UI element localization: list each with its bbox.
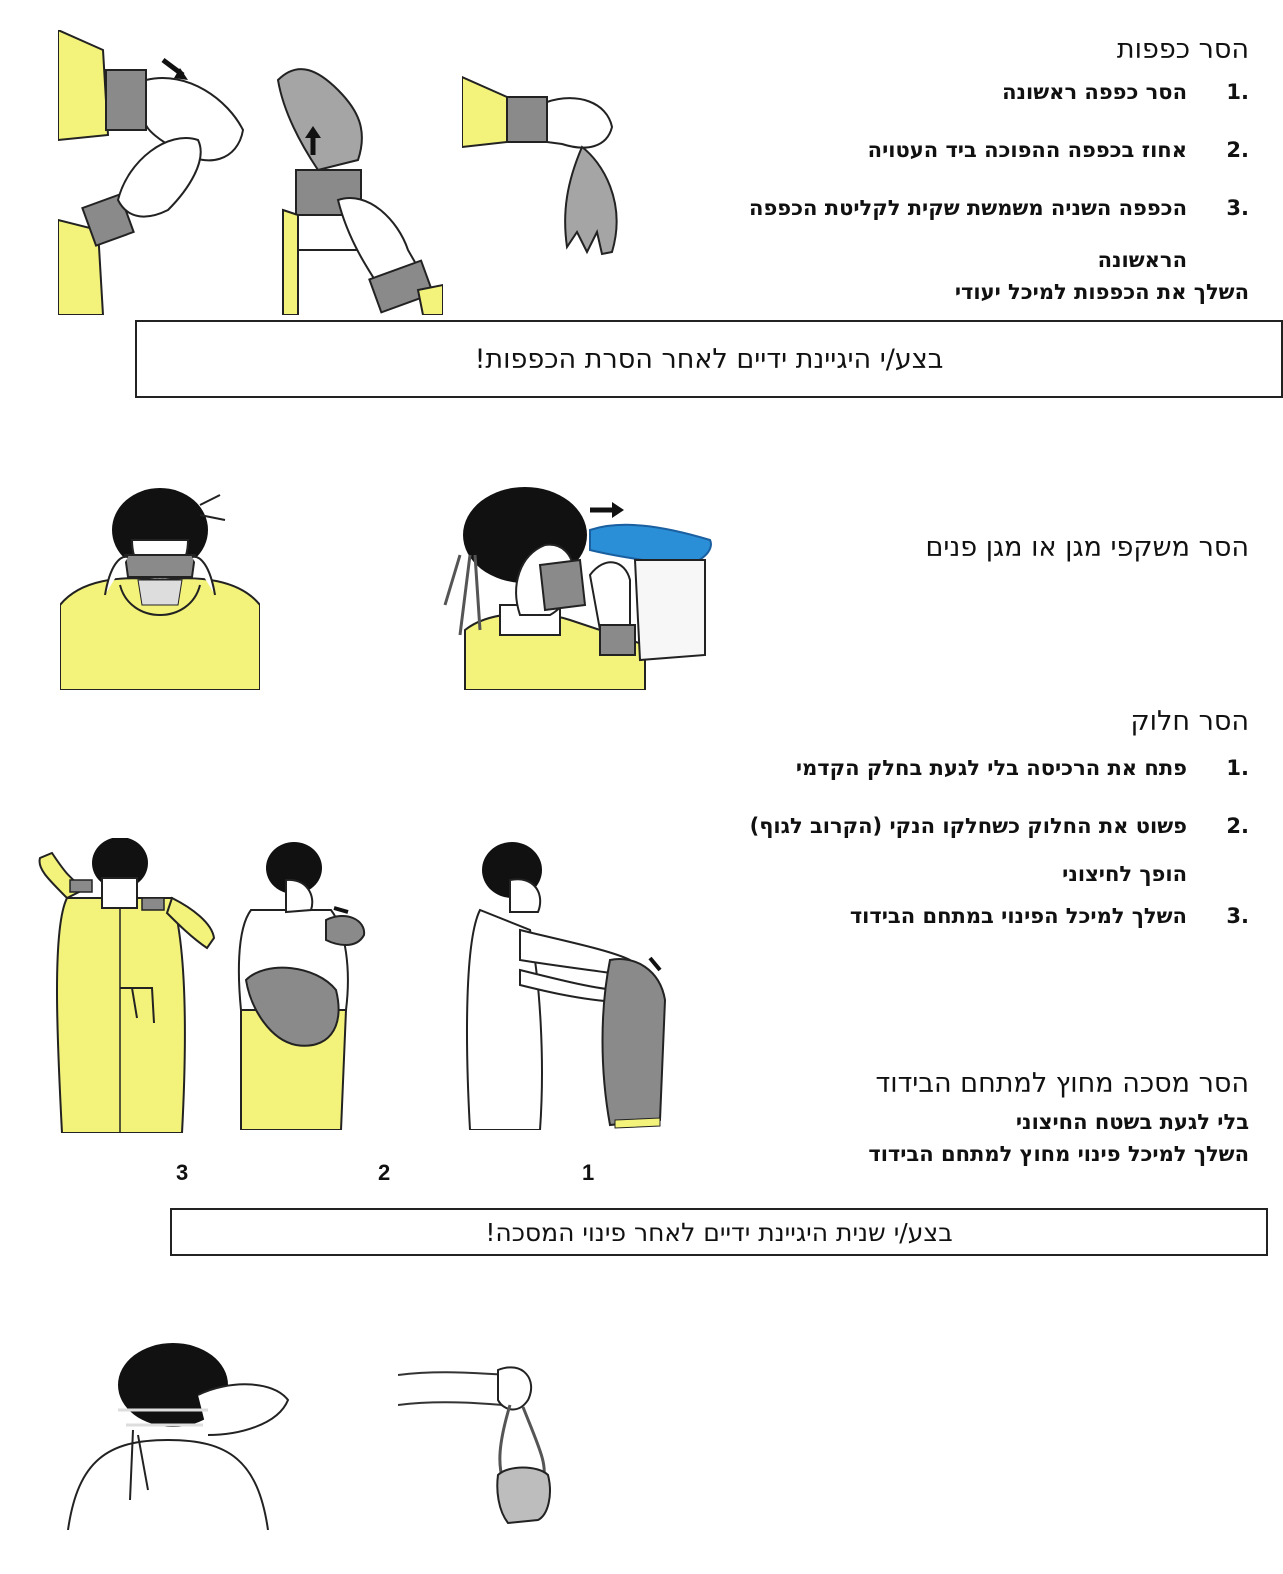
face-shield-removal-illustration [440,485,720,690]
gown-heading: הסר חלוק [1130,706,1249,737]
gloves-dispose-text: השלך את הכפפות למיכל יעודי [954,280,1249,304]
glove-removal-illustration-middle [258,50,443,315]
mask-disposal-illustration [398,1345,588,1535]
face-shield-removal-icon [440,485,720,690]
mask-disposal-icon [398,1345,588,1535]
step-number: .3 [1226,196,1249,220]
gloves-step-2 [689,138,1249,162]
gloves-hand-hygiene-notice [135,320,1283,398]
gown-step-3 [649,904,1249,928]
mask-removal-icon [58,1340,293,1530]
gloves-step-3-continuation: הראשונה [1097,248,1187,272]
gown-figure-number-3: 3 [176,1160,189,1185]
step-number: .2 [1226,814,1249,838]
gown-removal-figure-1 [460,840,670,1130]
mask-line-1: בלי לגעת בשטח החיצוני [1015,1110,1249,1134]
gown-step-2-continuation: הופך לחיצוני [1062,862,1187,886]
gloves-step-3 [619,196,1249,220]
mask-removal-illustration [58,1340,293,1530]
eyewear-heading: הסר משקפי מגן או מגן פנים [925,532,1249,563]
goggles-removal-illustration [60,485,260,690]
notice-text: בצע/י שנית היגיינת ידיים לאחר פינוי המסכה! [485,1217,953,1247]
gloves-step-1 [689,80,1249,104]
step-text: פשוט את החלוק כשחלקו הנקי (הקרוב לגוף) [749,814,1187,838]
gown-step-2 [599,814,1249,838]
step-number: .1 [1226,756,1249,780]
gown-removal-figure-3 [32,838,217,1133]
gown-removal-icon [32,838,217,1133]
step-number: .3 [1226,904,1249,928]
mask-hand-hygiene-notice [170,1208,1268,1256]
gown-figure-number-2: 2 [378,1160,391,1185]
gloves-heading: הסר כפפות [1116,34,1249,65]
goggles-removal-icon [60,485,260,690]
glove-removal-icon [58,30,248,315]
step-text: הסר כפפה ראשונה [1002,80,1187,104]
notice-text: בצע/י היגיינת ידיים לאחר הסרת הכפפות! [474,343,944,375]
step-number: .1 [1226,80,1249,104]
gown-figure-number-1: 1 [582,1160,595,1185]
mask-heading: הסר מסכה מחוץ למתחם הבידוד [875,1068,1249,1099]
mask-line-2: השלך למיכל פינוי מחוץ למתחם הבידוד [868,1142,1249,1166]
gown-step-1 [649,756,1249,780]
step-text: הכפפה השניה משמשת שקית לקליטת הכפפה [749,196,1187,220]
step-text: פתח את הרכיסה בלי לגעת בחלק הקדמי [795,756,1187,780]
gown-removal-figure-2 [236,840,376,1130]
step-text: השלך למיכל הפינוי במתחם הבידוד [849,904,1187,928]
glove-removal-illustration-right [462,72,622,257]
step-number: .2 [1226,138,1249,162]
step-text: אחוז בכפפה ההפוכה ביד העטויה [867,138,1187,162]
glove-removal-illustration-left [58,30,248,315]
